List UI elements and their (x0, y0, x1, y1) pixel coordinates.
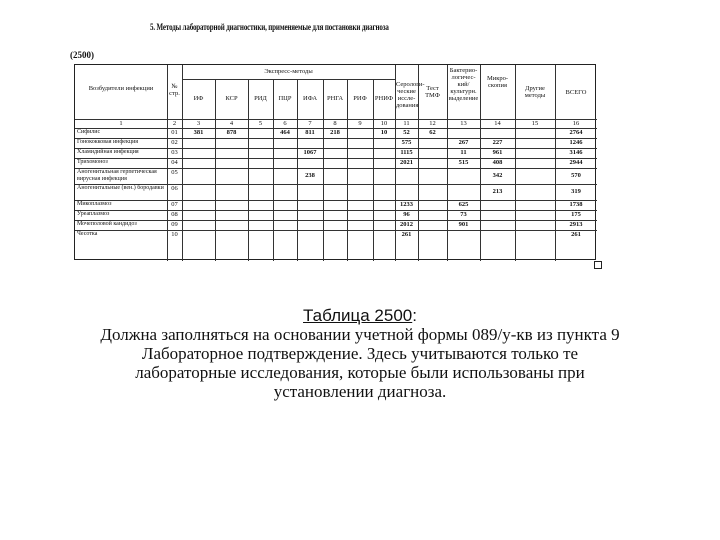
table-column-divider (297, 79, 298, 261)
lab-methods-table (74, 64, 596, 260)
row-number: 02 (171, 139, 178, 146)
column-number: 2 (172, 120, 177, 127)
table-cell: 1115 (400, 149, 413, 156)
header-row-no: № стр. (169, 83, 180, 97)
column-number: 5 (258, 120, 263, 127)
row-number: 09 (171, 221, 178, 228)
table-cell: 11 (460, 149, 467, 156)
header-culture: Бактерио- логичес- кий/ культурн. выделение (448, 67, 479, 102)
column-number: 4 (229, 120, 234, 127)
row-label: Уреаплазмоз (77, 211, 110, 217)
row-label: Мочеполовой кандидоз (77, 221, 137, 227)
caption-title: Таблица 2500 (303, 306, 413, 325)
row-number: 04 (171, 159, 178, 166)
column-number: 14 (494, 120, 501, 127)
header-total: ВСЕГО (565, 89, 587, 96)
table-cell: 213 (492, 188, 503, 195)
column-number: 11 (403, 120, 410, 127)
row-number: 03 (171, 149, 178, 156)
row-number: 01 (171, 129, 178, 136)
table-cell: 381 (193, 129, 204, 136)
table-cell: 464 (280, 129, 290, 136)
table-cell: 267 (458, 139, 469, 146)
table-cell: 2944 (569, 159, 583, 166)
column-number: 13 (460, 120, 467, 127)
row-label: Трихомоноз (77, 159, 108, 165)
column-number: 8 (333, 120, 337, 127)
header-express-group: Экспресс-методы (264, 68, 313, 75)
table-cell: 878 (226, 129, 237, 136)
table-code: (2500) (70, 50, 94, 60)
row-number: 05 (171, 169, 178, 176)
column-number: 15 (531, 120, 539, 127)
table-cell: 625 (458, 201, 469, 208)
row-label: Чесотка (77, 231, 98, 237)
document-title: 5. Методы лабораторной диагностики, применяемые для постановки диагноза (150, 22, 389, 32)
table-cell: 1246 (569, 139, 583, 146)
table-cell: 2764 (569, 129, 583, 136)
caption-block (100, 306, 620, 401)
table-cell: 961 (492, 149, 503, 156)
table-cell: 227 (492, 139, 503, 146)
table-column-divider (248, 79, 249, 261)
header-express-4: ПЦР (278, 95, 292, 102)
row-label: Гонококковая инфекция (77, 139, 139, 145)
table-column-divider (182, 65, 183, 261)
table-cell: 261 (401, 231, 412, 238)
table-row-divider (182, 79, 395, 80)
header-microscopy: Микро- скопия (486, 75, 509, 89)
row-label: Аногенитальная герпетическая вирусная инфекция (77, 169, 157, 182)
table-cell: 1738 (569, 201, 583, 208)
table-cell: 96 (403, 211, 410, 218)
column-number: 10 (380, 120, 388, 127)
column-number: 16 (572, 120, 580, 127)
row-number: 06 (171, 185, 178, 192)
table-cell: 319 (571, 188, 581, 195)
header-express-7: РИФ (353, 95, 367, 102)
table-cell: 342 (492, 172, 503, 179)
table-cell: 3146 (569, 149, 583, 156)
table-cell: 570 (571, 172, 581, 179)
caption-colon: : (412, 306, 417, 325)
column-number: 9 (358, 120, 362, 127)
column-number: 1 (119, 120, 123, 127)
table-cell: 218 (330, 129, 340, 136)
table-column-divider (215, 79, 216, 261)
column-number: 7 (308, 120, 312, 127)
header-serology: Серологи- ческие иссле- дования (396, 81, 425, 109)
table-cell: 238 (305, 172, 315, 179)
column-number: 12 (429, 120, 436, 127)
header-express-1: ИФ (193, 95, 204, 102)
row-label: Микоплазмоз (77, 201, 112, 207)
checkbox-marker (594, 261, 602, 269)
table-cell: 2012 (400, 221, 413, 228)
row-label: Хламидийная инфекция (77, 149, 139, 155)
table-cell: 2021 (400, 159, 413, 166)
table-column-divider (273, 79, 274, 261)
header-tmf: Тест ТМФ (425, 85, 440, 99)
header-express-6: РНГА (326, 95, 344, 102)
table-cell: 10 (380, 129, 388, 136)
column-number: 3 (196, 120, 201, 127)
row-label: Аногенитальные (вен.) бородавки (77, 185, 164, 191)
table-column-divider (373, 79, 374, 261)
table-cell: 811 (305, 129, 315, 136)
table-cell: 175 (571, 211, 581, 218)
table-cell: 73 (460, 211, 467, 218)
table-cell: 62 (429, 129, 436, 136)
table-column-divider (418, 65, 419, 261)
header-name: Возбудители инфекции (88, 85, 154, 92)
header-express-5: ИФА (302, 95, 318, 102)
header-other: Другие методы (524, 85, 546, 99)
table-cell: 261 (571, 231, 581, 238)
table-cell: 515 (458, 159, 469, 166)
row-number: 07 (171, 201, 178, 208)
table-column-divider (323, 79, 324, 261)
row-number: 10 (171, 231, 178, 238)
header-express-8: РНИФ (374, 95, 394, 102)
table-cell: 2913 (569, 221, 583, 228)
table-column-divider (515, 65, 516, 261)
header-express-3: РИД (254, 95, 267, 102)
table-cell: 575 (401, 139, 412, 146)
caption-text: Должна заполняться на основании учетной формы 089/у-кв из пункта 9 Лабораторное подтверждение. Здесь учитываются только те лабораторные исследования, которые были использованы при установлении диагноза. (100, 325, 620, 401)
table-cell: 1233 (400, 201, 413, 208)
table-cell: 52 (403, 129, 410, 136)
header-express-2: КСР (225, 95, 238, 102)
table-cell: 901 (458, 221, 469, 228)
table-column-divider (347, 79, 348, 261)
table-cell: 408 (492, 159, 503, 166)
table-cell: 1067 (303, 149, 317, 156)
column-number: 6 (283, 120, 287, 127)
row-label: Сифилис (77, 129, 101, 135)
row-number: 08 (171, 211, 178, 218)
